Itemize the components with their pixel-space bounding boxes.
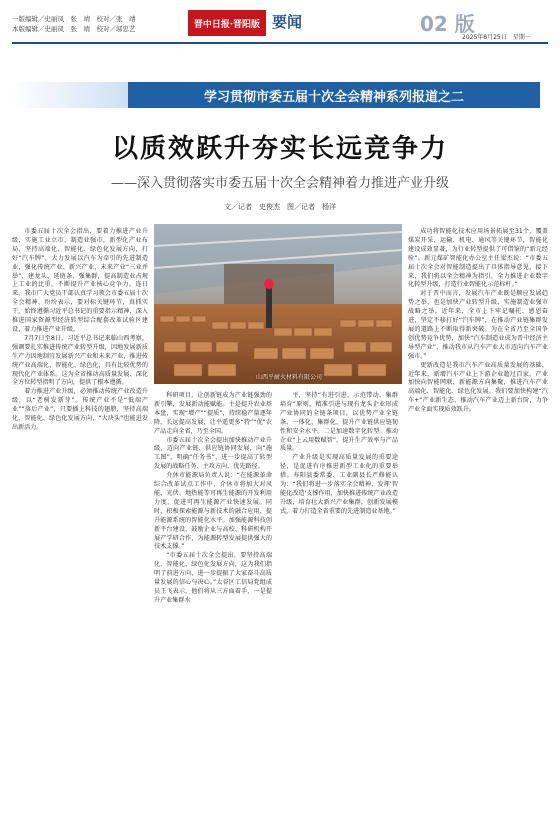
paragraph: 市委五届十次全会提出加快推动产业升级，迈向产业链、供应链协同发展，向“施工图”，明确“任务书”，进一步提高了转型发展的战略任务、主攻方向、优先路径。: [154, 436, 272, 471]
editor-line: 本版编辑／史丽凤 张 靖 校对／邬忠艺: [12, 25, 136, 33]
paragraph: 市委五届十次全会指出，要着力推进产业升级，实施工业立市、制造业强市，新型化产业布局，坚持高端化、智能化、绿色化发展方向，打好“汽车牌”，大力发展以汽车为牵引的先进制造业，强化传统产业、新兴产业、未来产业“三业并举”，建龙头、延链条、强集群，提高制造业占规上工业的比重，不断提升产业核心竞争力。连日来，我市广大党员干部认真学习领会市委五届十次全会精神，纷纷表示，要对标关键环节，真抓实干，始终遵循习近平总书记的重要指示精神，深入推进国家资源型经济转型综合配套改革试验区建设，着力推进产业升级。: [12, 228, 148, 333]
article-subheadline: ——深入贯彻落实市委五届十次全会精神着力推进产业升级: [110, 176, 449, 191]
article-byline: 文／记者 史俊杰 图／记者 杨洋: [224, 203, 336, 211]
page-header: [0, 0, 560, 62]
photo-caption: 山西平耐火材料有限公司: [256, 374, 323, 381]
paragraph: 着力推进产业升级，必须推动传统产业改造升级，以“老树发新芽”。传统产业不是“低端产业”“落后产业”，只要插上科技的翅膀，坚持高端化、智能化、绿色化发展方向，“大块头”也能迸发出新活力。: [12, 388, 148, 431]
editor-credits: [12, 14, 136, 34]
section-label: 要闻: [272, 13, 303, 31]
page-number: 02 版: [420, 12, 475, 36]
series-banner: 学习贯彻市委五届十次全会精神系列报道之二: [128, 82, 540, 108]
article-column-1: [12, 228, 148, 433]
paragraph: “市委五届十次全会提出，要坚持高端化、智能化、绿色化发展方向，这为我们指明了前进方向，进一步提振了大家奋斗高质量发展的信心与决心。”太谷区工信局党组成员王飞表示，他们将从三方面着手，一是提升产业集群水: [154, 552, 272, 604]
paragraph: 平，坚持“有进引进、示范带动、集群培育”原则，精准引进与现有龙头企业形成产业协同的全链条项目，以优势产业全链条、一体化、集群化，提升产业链供应链韧性和安全水平。二是加速数字化转型。推动企业“上云用数赋智”，提升生产效率与产品质量。: [280, 392, 398, 453]
paragraph: 对于晋中而言，发展汽车产业既是顺应发展趋势之举，也是加快产业转型升级、实施制造业强市战略之举。近年来，全市上下牢记嘱托、感恩奋进，坚定不移打好“汽车牌”，在推动产业链集群发展的道路上不断取得新突破。为在全省乃至全国争创优势竞争优势，加快“汽车制造业成为晋中经济主导型产业”，推动我市从汽车产业大市迈向汽车产业强市。”: [408, 290, 548, 360]
newspaper-masthead: 晋中日报·晋阳版: [188, 10, 266, 36]
factory-photo-illustration: [154, 224, 402, 384]
paragraph: 介休市能源局负责人说：“在能源革命综合改革试点工作中，介休市将加大对风能、光伏、地热能等可再生能源的开发利用力度，促进可再生能源产业快速发展。同时，积极探索能源与新技术的融合应用，提升能源系统的智能化水平。加强能源科技创新平台建设，鼓励企业与高校、科研机构开展产学研合作，为能源转型发展提供强大的技术支撑。”: [154, 472, 272, 551]
header-rule: [12, 42, 548, 44]
paragraph: 更新改造是我市汽车产业高质量发展的基础，近年来，新增汽车产业上下游企业超过百家，产业加快向智能网联、新能源方向集聚，推进汽车产业高端化、智能化、绿色化发展。我们要加快构建“汽车+”产业新生态，推动汽车产业迈上新台阶，力争产业全面实现质效跃升。: [408, 361, 548, 414]
issue-date: 2025年8月25日 星期一: [462, 34, 531, 41]
article-column-3: [280, 392, 398, 517]
paragraph: 7月7日至8日，习近平总书记来临山西考察，强调要扎实推进传统产业转型升级，因地发展新质生产力因地制宜发展新兴产业和未来产业，推进传统产业高端化、智能化、绿色化，具有比较优势的现代化产业体系。这为全省推动高质量发展、深化全方位转型指明了方向，提供了根本遵循。: [12, 334, 148, 387]
article-headline: 以质效跃升夯实长远竞争力: [111, 134, 448, 164]
factory-photo: [154, 224, 402, 384]
banner-gradient: [12, 82, 128, 108]
paragraph: 产业升级是实现高质量发展的重要途径，是促进有序推进新型工业化的重要举措。寿阳县委常委、工业副县长严修能认为：“我们将进一步落实全会精神，发挥'智能化改造'支撑作用，加快推进传统产业改造升级，培育壮大新兴产业集群，创新发展模式，着力打造全省重要的先进制造业基地。”: [280, 454, 398, 515]
paragraph: 成功将智能化技术应用场景拓展至31个，覆盖煤炭开采、运输、机电、通风等关键环节，智能化建设成效显著，为行业转型提供了可借鉴的“新元经验”。新元煤矿智能化办公室主任梁杰说：“市委五届十次全会对智能制造提出了具体指导意见，接下来，我们将以全会精神为指引，全力推进企业数字化转型升级，打造行业智能化示范标杆。”: [408, 228, 548, 289]
paragraph: 科研项目，让创新链成为产业链强劲的新引擎，发展新动能赋能。主是提升农业基本盘，实现“增产”“提质”，持续稳产量逐年降，长远提高发展，让平遥更多“特”“优”农产品走向全省，乃至全国。: [154, 392, 272, 435]
article-column-2: [154, 392, 272, 606]
editor-line: 一版编辑／史丽凤 张 靖 校对／张 靖: [12, 15, 136, 23]
article-column-4: [408, 228, 548, 415]
